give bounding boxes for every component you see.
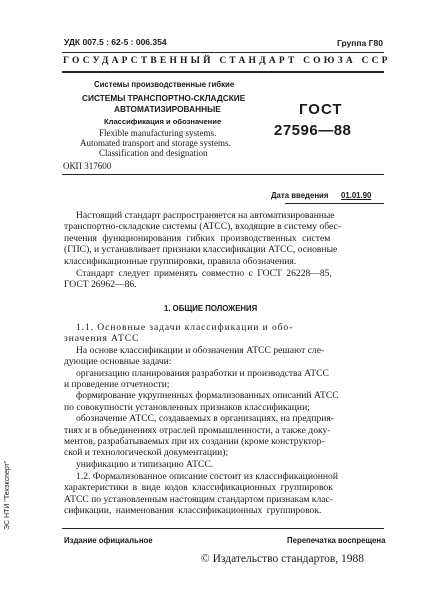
text-line: 1.2. Формализованное описание состоит из классификационной — [76, 471, 338, 482]
text-line: формирование укрупненных формализованных описаний АТСС — [76, 390, 339, 402]
text-line: ской и технологической документации); — [64, 447, 229, 459]
text-line: обозначение АТСС, создаваемых в организациях, на предприя- — [76, 413, 334, 425]
subsection-heading: 1.1. Основные задачи классификации и обо- — [76, 322, 294, 333]
footer-rule — [62, 528, 384, 529]
copyright-line: © Издательство стандартов, 1988 — [201, 553, 365, 565]
text-line: характеристики в виде кодов классификационных группировок — [64, 482, 333, 494]
okp-code: ОКП 317600 — [63, 161, 112, 171]
english-title-line2: Automated transport and storage systems. — [80, 138, 231, 148]
doc-subtitle: Классификация и обозначение — [104, 117, 222, 126]
doc-title-line2: АВТОМАТИЗИРОВАННЫЕ — [114, 104, 221, 114]
application-paragraph — [64, 268, 382, 291]
intro-date-label: Дата введения — [271, 191, 329, 200]
gost-number: 27596—88 — [274, 122, 352, 139]
reprint-notice: Перепечатка воспрещена — [287, 536, 386, 545]
section-1-2 — [64, 471, 382, 517]
scope-paragraph — [64, 210, 382, 267]
text-line: дующие основные задачи: — [64, 356, 172, 368]
title-block-rule — [62, 174, 384, 175]
text-line: печения функционирования гибких производственных систем — [64, 232, 331, 244]
text-line: организацию планирования разработки и производства АТСС — [76, 367, 329, 379]
text-line: (ГПС), и устанавливает признаки классификации АТСС, основные — [64, 244, 338, 256]
text-line: классификационные группировки, правила обозначения. — [64, 255, 297, 267]
date-rule — [285, 203, 384, 204]
side-stamp-text: ЭС НТИ "Техэксперт" — [4, 460, 11, 530]
text-line: и проведение отчетности; — [64, 379, 170, 391]
section-1-1 — [64, 322, 382, 470]
text-line: сификации, наименования классификационных группировок. — [64, 505, 322, 517]
official-edition: Издание официальное — [64, 536, 153, 545]
group-code: Группа Г80 — [337, 38, 383, 48]
text-line: Стандарт следует применять совместно с ГОСТ 26228—85, — [76, 268, 332, 279]
text-line: унификацию и типизацию АТСС. — [76, 458, 214, 470]
side-stamp — [4, 410, 16, 530]
udk-code: УДК 007.5 : 62-5 : 006.354 — [64, 37, 167, 47]
doc-title-line1: СИСТЕМЫ ТРАНСПОРТНО-СКЛАДСКИЕ — [82, 93, 246, 103]
banner-rule — [62, 71, 384, 73]
gost-label: ГОСТ — [299, 101, 343, 118]
english-title-line1: Flexible manufacturing systems. — [99, 128, 217, 138]
text-line: Настоящий стандарт распространяется на автоматизированные — [76, 210, 335, 221]
text-line: На основе классификации и обозначения АТСС решают сле- — [76, 344, 325, 356]
text-line: ментов, разрабатываемых при их создании (кроме конструктор- — [64, 436, 325, 448]
top-rule — [62, 52, 384, 53]
series-title: Системы производственные гибкие — [94, 80, 235, 89]
intro-date-value: 01.01.90 — [341, 191, 372, 200]
section-heading: 1. ОБЩИЕ ПОЛОЖЕНИЯ — [164, 304, 258, 313]
text-line: АТСС по установленным настоящим стандартом признакам клас- — [64, 493, 333, 505]
english-title-line3: Classification and designation — [99, 148, 208, 158]
text-line: тиях и в объединениях отраслей промышленности, а также доку- — [64, 424, 331, 436]
subsection-heading: значения АТСС — [64, 333, 140, 345]
text-line: транспортно-складские системы (АТСС), входящие в систему обес- — [64, 221, 341, 233]
text-line: ГОСТ 26962—86. — [64, 279, 137, 291]
text-line: по совокупности установленных признаков классификации; — [64, 401, 310, 413]
state-standard-banner: ГОСУДАРСТВЕННЫЙ СТАНДАРТ СОЮЗА ССР — [63, 56, 391, 66]
